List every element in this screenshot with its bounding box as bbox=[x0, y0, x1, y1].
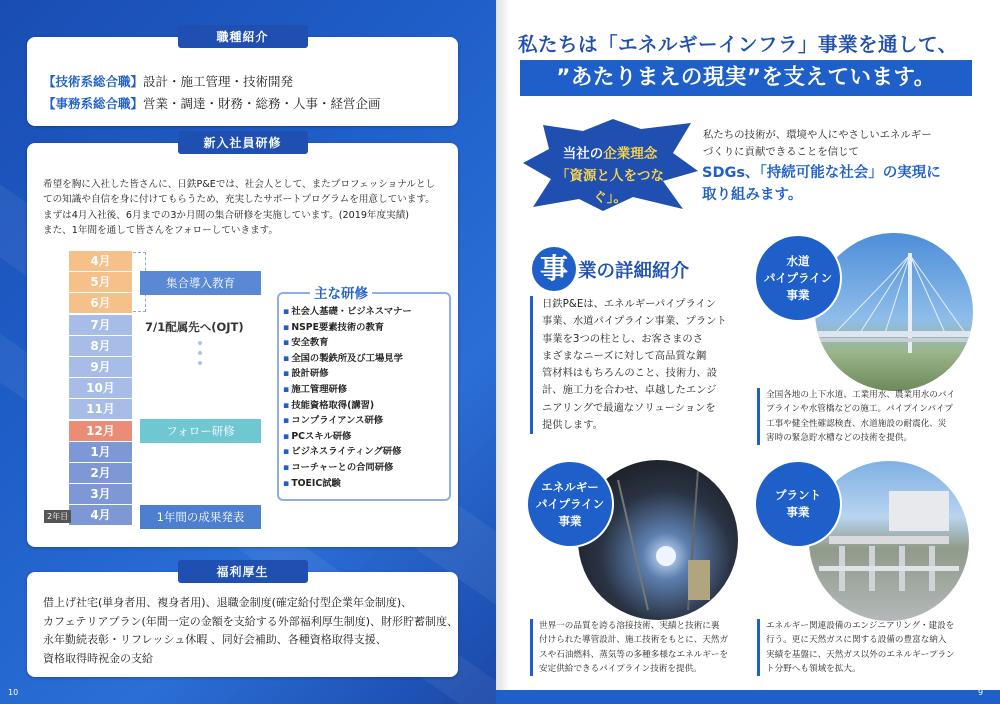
month-cell: 9月 bbox=[69, 357, 132, 377]
training-item: ▪ 安全教育 bbox=[283, 335, 412, 351]
energy-label: エネルギー パイプライン 事業 bbox=[528, 462, 612, 546]
training-paragraph: 希望を胸に入社した皆さんに、日鉄P&Eでは、社会人として、またプロフェッショナルとし ての知識や自信を身に付けてもらうため、充実したサポートプログラムを用意しています。 まずは4月入社後、6月までの3か月間の集合研修を実施しています。(2019年度実績) また、1年間を通して皆さんをフォローしていきます。 bbox=[43, 179, 436, 237]
month-cell: 7月 bbox=[69, 315, 132, 335]
job-card bbox=[27, 30, 458, 126]
welfare-title: 福利厚生 bbox=[178, 560, 308, 583]
ojt-label: 7/1配属先へ(OJT) bbox=[145, 320, 244, 334]
dot bbox=[198, 341, 202, 345]
energy-caption: 世界一の品質を誇る溶接技術、実績と技術に裏 付けられた導管設計、施工技術をもとに、天然ガ スや石油燃料、蒸気等の多種多様なエネルギーを 安定供給できるパイプライン技術を提供。 bbox=[530, 619, 744, 676]
bridge-graphic bbox=[815, 233, 973, 391]
training-item: ▪ 社会人基礎・ビジネスマナー bbox=[283, 304, 412, 320]
training-title: 新入社員研修 bbox=[178, 131, 308, 154]
month-cell: 10月 bbox=[69, 378, 132, 398]
section-initial: 事 bbox=[532, 247, 576, 291]
main-training-title: 主な研修 bbox=[310, 282, 372, 302]
result-presentation-label: 1年間の成果発表 bbox=[140, 505, 261, 529]
group-training-label: 集合導入教育 bbox=[140, 271, 261, 295]
dot bbox=[198, 351, 202, 355]
month-cell: 11月 bbox=[69, 399, 132, 419]
welfare-text: 借上げ社宅(単身者用、複身者用)、退職金制度(確定給付型企業年金制度)、 カフェテリアプラン(年間一定の金額を支給する外部福利厚生制度)、財形貯蓄制度、 永年勤続表彰・リフレッシュ休暇 、同好会補助、各種資格取得支援、 資格取得時祝金の支給 bbox=[43, 596, 459, 665]
page-number-right: 9 bbox=[978, 688, 984, 697]
month-cell: 4月 bbox=[69, 505, 132, 525]
month-cell: 6月 bbox=[69, 293, 132, 313]
job-title: 職種紹介 bbox=[178, 25, 308, 48]
month-cell: 1月 bbox=[69, 442, 132, 462]
training-item: ▪ ビジネスライティング研修 bbox=[283, 444, 412, 460]
training-item: ▪ 施工管理研修 bbox=[283, 382, 412, 398]
training-item: ▪ 設計研修 bbox=[283, 366, 412, 382]
sdg-statement: SDGs、「持続可能な社会」の実現に 取り組みます。 bbox=[702, 165, 941, 203]
month-cell: 3月 bbox=[69, 484, 132, 504]
main-training-list bbox=[283, 304, 412, 491]
plant-caption: エネルギー関連設備のエンジニアリング・建設を 行う。更に天然ガスに関する設備の豊富な納入 実績を基盤に、天然ガス以外のエネルギープラン ト分野へも領域を拡大。 bbox=[757, 619, 971, 676]
training-item: ▪ TOEIC試験 bbox=[283, 476, 412, 492]
training-item: ▪ 全国の製鉄所及び工場見学 bbox=[283, 351, 412, 367]
water-caption: 全国各地の上下水道、工業用水、農業用水のパイ プラインや水管橋などの施工。パイプインパイプ 工事や健全性確認検査、水道施設の耐震化、災 害時の緊急貯水槽などの技術を提供。 bbox=[757, 388, 971, 445]
headline-line1: 私たちは「エネルギーインフラ」事業を通して、 bbox=[518, 33, 958, 56]
training-item: ▪ コーチャーとの合同研修 bbox=[283, 460, 412, 476]
training-item: ▪ NSPE要素技術の教育 bbox=[283, 320, 412, 336]
headline-line2: ”あたりまえの現実”を支えています。 bbox=[520, 60, 972, 96]
job-line-tech: 【技術系総合職】設計・施工管理・技術開発 bbox=[43, 74, 294, 89]
philosophy-text: 当社の企業理念 「資源と人をつなぐ」。 bbox=[556, 146, 664, 206]
dot bbox=[198, 361, 202, 365]
intro-text: 私たちの技術が、環境や人にやさしいエネルギー づくりに貢献できることを信じて bbox=[703, 129, 932, 158]
month-cell: 8月 bbox=[69, 336, 132, 356]
month-timeline bbox=[69, 251, 132, 526]
job-line-admin: 【事務系総合職】営業・調達・財務・総務・人事・経営企画 bbox=[43, 96, 381, 111]
follow-training-label: フォロー研修 bbox=[140, 419, 261, 443]
second-year-label: 2年目 bbox=[44, 510, 71, 523]
welfare-card bbox=[27, 565, 459, 677]
page-number-left: 10 bbox=[8, 688, 19, 697]
month-cell: 4月 bbox=[69, 251, 132, 271]
bottom-bar bbox=[496, 690, 1000, 704]
page-fold-shadow bbox=[496, 0, 510, 704]
month-cell: 5月 bbox=[69, 272, 132, 292]
training-item: ▪ コンプライアンス研修 bbox=[283, 413, 412, 429]
month-cell: 12月 bbox=[69, 421, 132, 441]
plant-label: プラント 事業 bbox=[756, 462, 840, 546]
month-cell: 2月 bbox=[69, 463, 132, 483]
training-item: ▪ PCスキル研修 bbox=[283, 429, 412, 445]
water-label: 水道 パイプライン 事業 bbox=[756, 236, 840, 320]
business-section-title: 業の詳細紹介 bbox=[578, 261, 690, 282]
water-bridge-photo bbox=[815, 233, 973, 391]
business-intro-text: 日鉄P&Eは、エネルギーパイプライン 事業、水道パイプライン事業、プラント 事業を3つの柱とし、お客さまのさ まざまなニーズに対して高品質な鋼 管材料はもちろんのこと、技術力、設 計、施工力を合わせ、卓越したエンジ ニアリングで最適なソリューションを 提供します。 bbox=[530, 296, 742, 434]
training-item: ▪ 技能資格取得(講習) bbox=[283, 398, 412, 414]
